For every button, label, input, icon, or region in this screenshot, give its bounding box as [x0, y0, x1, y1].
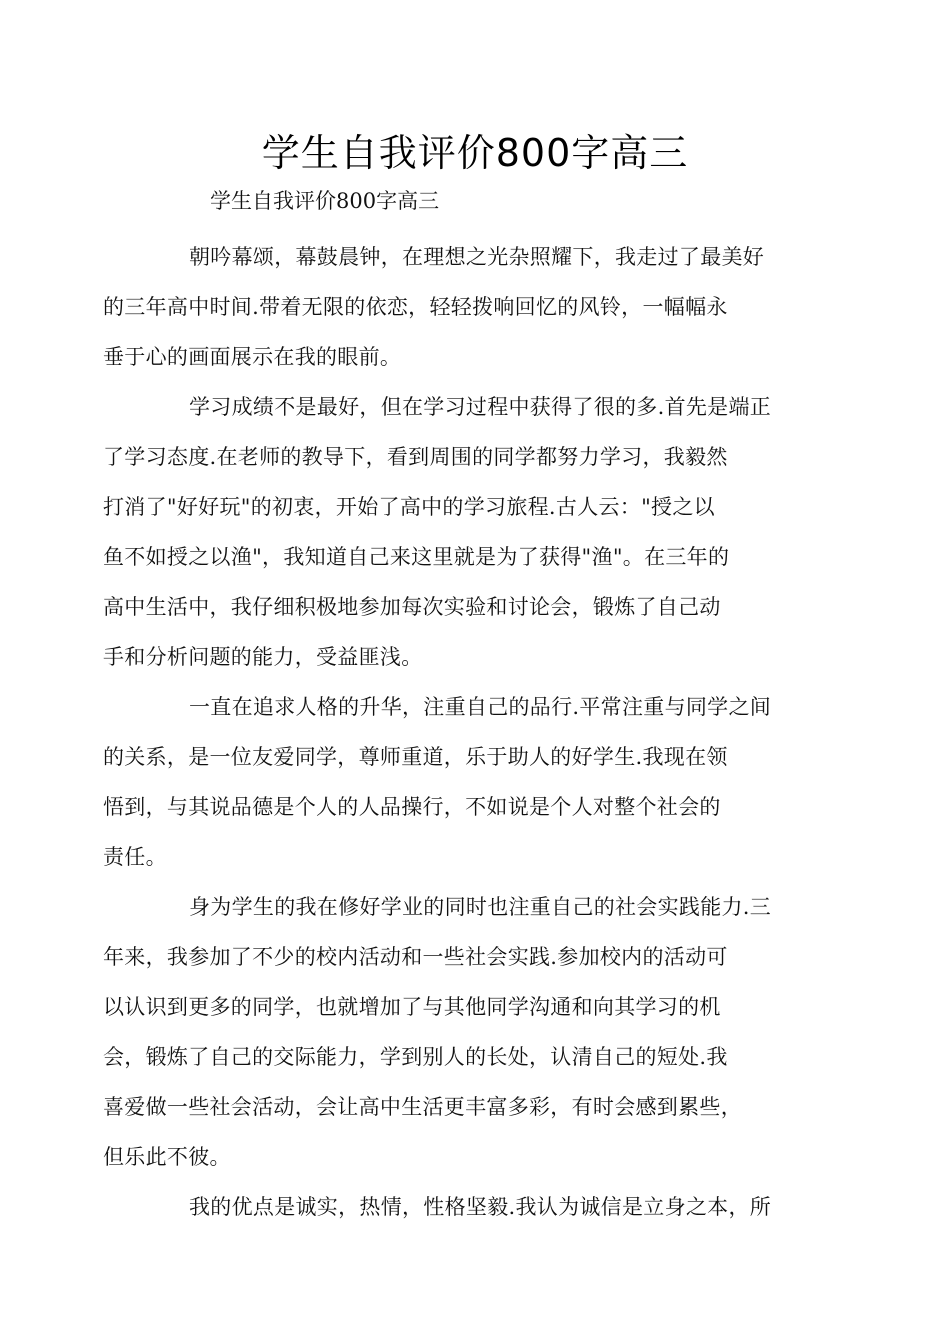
paragraph-line: 鱼不如授之以渔"，我知道自己来这里就是为了获得"渔"。在三年的 — [103, 545, 730, 569]
paragraph-line: 年来，我参加了不少的校内活动和一些社会实践.参加校内的活动可 — [103, 945, 728, 969]
paragraph-line: 一直在追求人格的升华，注重自己的品行.平常注重与同学之间 — [189, 695, 772, 719]
paragraph-line: 但乐此不彼。 — [103, 1145, 231, 1169]
paragraph-line: 身为学生的我在修好学业的同时也注重自己的社会实践能力.三 — [189, 895, 772, 919]
paragraph-line: 朝吟幕颂，幕鼓晨钟，在理想之光杂照耀下，我走过了最美好 — [189, 245, 765, 269]
paragraph-3 — [103, 682, 812, 882]
document-body — [103, 232, 812, 1232]
paragraph-line: 责任。 — [103, 845, 167, 869]
paragraph-line: 手和分析问题的能力，受益匪浅。 — [103, 645, 423, 669]
paragraph-line: 的关系，是一位友爱同学，尊师重道，乐于助人的好学生.我现在领 — [103, 745, 728, 769]
paragraph-line: 的三年高中时间.带着无限的依恋，轻轻拨响回忆的风铃，一幅幅永 — [103, 295, 728, 319]
paragraph-2 — [103, 382, 812, 682]
paragraph-5 — [146, 1182, 812, 1232]
paragraph-line: 学习成绩不是最好，但在学习过程中获得了很的多.首先是端正 — [189, 395, 772, 419]
paragraph-line: 了学习态度.在老师的教导下，看到周围的同学都努力学习，我毅然 — [103, 445, 728, 469]
paragraph-line: 垂于心的画面展示在我的眼前。 — [103, 345, 402, 369]
paragraph-line: 打消了"好好玩"的初衷，开始了高中的学习旅程.古人云："授之以 — [103, 495, 715, 519]
paragraph-line: 喜爱做一些社会活动，会让高中生活更丰富多彩，有时会感到累些， — [103, 1095, 742, 1119]
paragraph-1 — [103, 232, 812, 382]
paragraph-4 — [103, 882, 812, 1182]
document-subtitle: 学生自我评价800字高三 — [210, 189, 440, 213]
paragraph-line: 以认识到更多的同学，也就增加了与其他同学沟通和向其学习的机 — [103, 995, 721, 1019]
paragraph-line: 我的优点是诚实，热情，性格坚毅.我认为诚信是立身之本，所 — [189, 1195, 772, 1219]
paragraph-line: 会，锻炼了自己的交际能力，学到别人的长处，认清自己的短处.我 — [103, 1045, 728, 1069]
paragraph-line: 高中生活中，我仔细积极地参加每次实验和讨论会，锻炼了自己动 — [103, 595, 721, 619]
paragraph-line: 悟到，与其说品德是个人的人品操行，不如说是个人对整个社会的 — [103, 795, 721, 819]
document-title: 学生自我评价800字高三 — [261, 131, 689, 175]
